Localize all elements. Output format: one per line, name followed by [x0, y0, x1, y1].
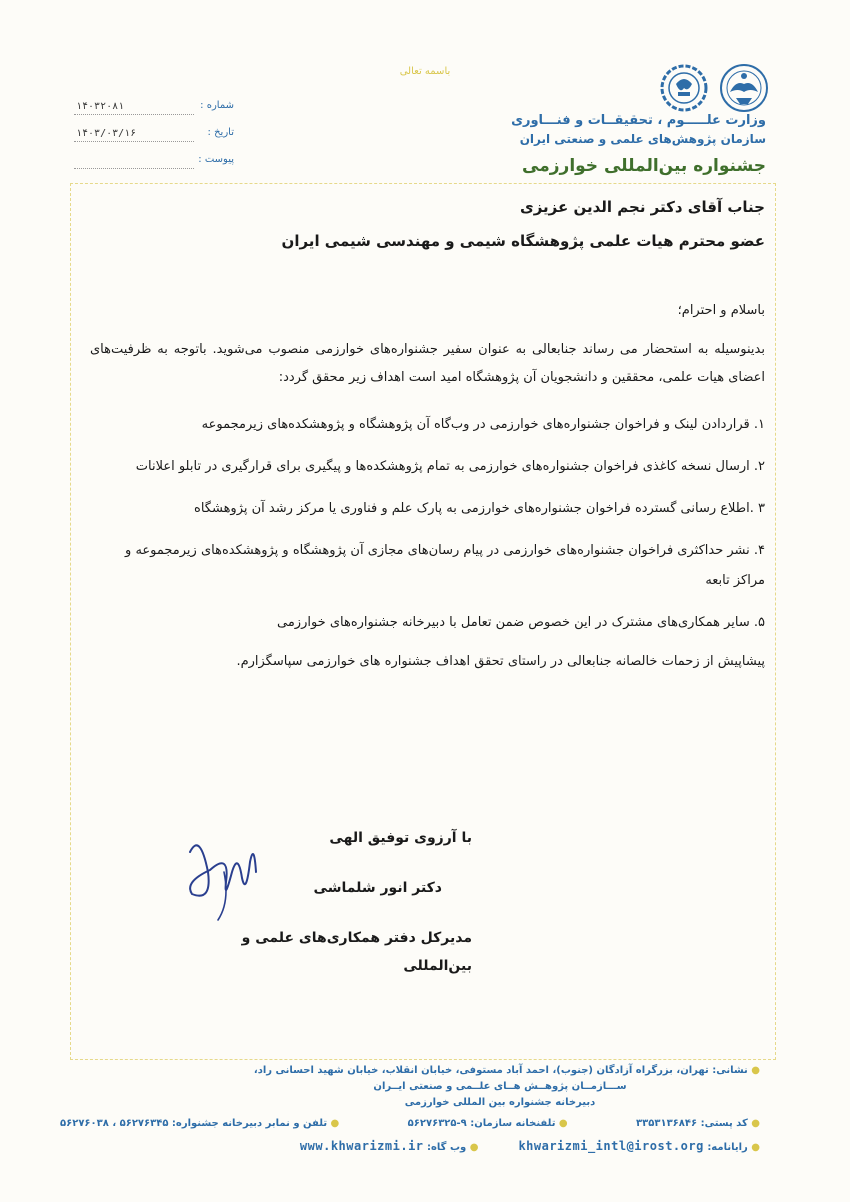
organization-logos [650, 62, 770, 114]
recipient-title: عضو محترم هیات علمی پژوهشگاه شیمی و مهندسی شیمی ایران [281, 232, 765, 250]
letter-content [90, 192, 765, 676]
date-value: ۱۴۰۳/۰۳/۱۶ [74, 127, 194, 142]
footer-postal: ● کد پستی: ۳۳۵۳۱۳۶۸۴۶ [636, 1118, 760, 1129]
organization-header [466, 112, 766, 180]
footer-secretariat: دبیرخانه جشنواره بین المللی خوارزمی [404, 1097, 596, 1108]
date-label: تاریخ : [207, 127, 234, 138]
letter-date-row [74, 127, 234, 154]
bullet-icon: ● [747, 1142, 760, 1153]
recipient-name: جناب آقای دکتر نجم الدین عزیزی [519, 198, 765, 216]
khwarizmi-logo-icon [662, 66, 706, 110]
letter-meta [74, 100, 234, 181]
closing-line: پیشاپیش از زحمات خالصانه جنابعالی در راستای تحقق اهداف جشنواره های خوارزمی سپاسگزارم. [236, 654, 765, 669]
signer-position: مدیرکل دفتر همکاری‌های علمی و بین‌المللی [241, 930, 472, 974]
list-item: ۲. ارسال نسخه کاغذی فراخوان جشنواره‌های خوارزمی به تمام پژوهشکده‌ها و پیگیری برای قرارگیری در تابلو اعلانات [135, 459, 765, 474]
bullet-icon: ● [327, 1118, 340, 1129]
footer-phone-fax: ● تلفن و نمابر دبیرخانه جشنواره: ۵۶۲۷۶۳۴۵ ، ۵۶۲۷۶۰۳۸ [60, 1118, 340, 1129]
greeting: باسلام و احترام؛ [677, 303, 765, 318]
attachment-label: پیوست : [198, 154, 234, 165]
footer-web-row [60, 1137, 760, 1157]
number-value: ۱۴۰۳۲۰۸۱ [74, 100, 194, 115]
irost-logo-icon [721, 65, 767, 111]
signer-name: دکتر انور شلماشی [313, 880, 442, 896]
footer-organization: ســـازمــان پژوهــش هــای علــمی و صنعتی ایــران [373, 1081, 627, 1092]
email-link[interactable]: khwarizmi_intl@irost.org [518, 1139, 704, 1153]
list-item: ۱. قراردادن لینک و فراخوان جشنواره‌های خوارزمی در وب‌گاه آن پژوهشگاه و پژوهشکده‌های زیرمجموعه [201, 417, 765, 432]
festival-name: جشنواره بین‌المللی خوارزمی [522, 156, 766, 176]
footer-address: ● نشانی: تهران، بزرگراه آزادگان (جنوب)، احمد آباد مستوفی، خیابان انقلاب، خیابان شهید احسانی راد، [253, 1065, 760, 1076]
organization-name: سازمان پژوهش‌های علمی و صنعتی ایران [519, 132, 766, 146]
list-item: ۴. نشر حداکثری فراخوان جشنواره‌های خوارزمی در پیام رسان‌های مجازی آن پژوهشگاه و پژوهشکده‌های زیرمجموعه و مراکز تابعه [125, 543, 765, 588]
closing-wish: با آرزوی توفیق الهی [329, 830, 472, 846]
letter-number-row [74, 100, 234, 127]
bullet-icon: ● [466, 1142, 479, 1153]
footer-contact-row [60, 1115, 760, 1133]
intro-paragraph: بدینوسیله به استحضار می رساند جنابعالی به عنوان سفیر جشنواره‌های خوارزمی منصوب می‌شوید. باتوجه به ظرفیت‌های اعضای هیات علمی، محققین و دانشجویان آن پژوهشگاه امید است اهداف زیر محقق گردد: [90, 342, 765, 385]
letter-footer [60, 1063, 760, 1157]
letter-attachment-row [74, 154, 234, 181]
ministry-name: وزارت علـــــوم ، تحقیقــات و فنـــاوری [511, 113, 766, 128]
footer-email: ● رایانامه: khwarizmi_intl@irost.org [518, 1139, 760, 1153]
bullet-icon: ● [555, 1118, 568, 1129]
bullet-icon: ● [747, 1118, 760, 1129]
attachment-value [74, 154, 194, 169]
bismillah: باسمه تعالی [399, 66, 451, 77]
list-item: ۳ .اطلاع رسانی گسترده فراخوان جشنواره‌های خوارزمی به پارک علم و فناوری یا مرکز رشد آن پژوهشگاه [194, 501, 765, 516]
footer-web: ● وب گاه: www.khwarizmi.ir [299, 1139, 479, 1153]
website-link[interactable]: www.khwarizmi.ir [299, 1139, 424, 1153]
number-label: شماره : [200, 100, 234, 111]
footer-switchboard: ● تلفنخانه سازمان: ۹-۵۶۲۷۶۳۲۵ [407, 1118, 568, 1129]
bullet-icon: ● [747, 1065, 760, 1076]
list-item: ۵. سایر همکاری‌های مشترک در این خصوص ضمن تعامل با دبیرخانه جشنواره‌های خوارزمی [277, 615, 765, 630]
signature-block [172, 824, 472, 980]
